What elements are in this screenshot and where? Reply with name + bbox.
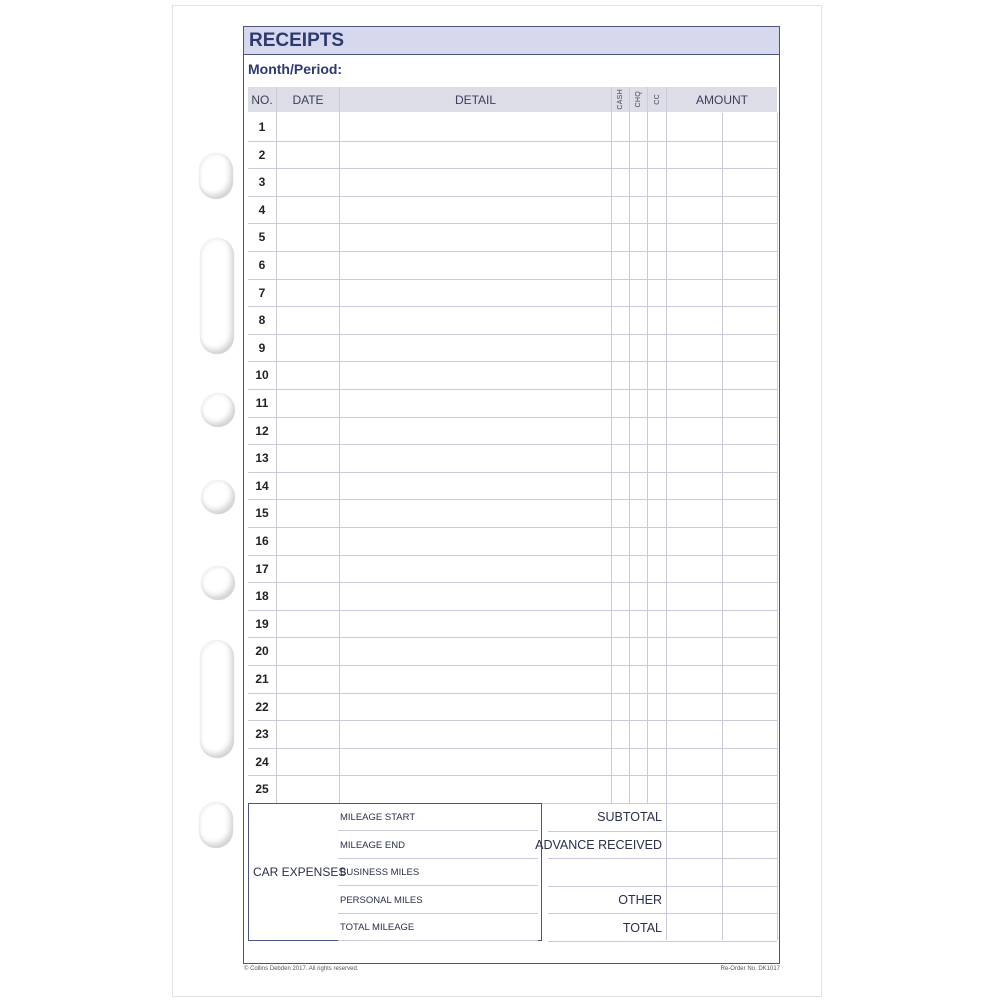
car-expense-line <box>338 830 538 831</box>
subtotal-label: SUBTOTAL <box>597 810 662 824</box>
car-expenses-label: CAR EXPENSES <box>253 865 347 879</box>
row-line <box>248 196 777 197</box>
cc-label: CC <box>653 94 661 105</box>
advance-received-label: ADVANCE RECEIVED <box>535 838 662 852</box>
row-number: 17 <box>255 561 269 576</box>
col-header-chq <box>630 87 647 112</box>
row-line <box>248 444 777 445</box>
row-line <box>248 637 777 638</box>
amount-divider <box>777 113 778 940</box>
amount-divider <box>666 803 667 940</box>
row-line <box>248 499 777 500</box>
punch-hole <box>200 640 234 758</box>
col-header-no: NO. <box>248 87 276 112</box>
car-expense-item: MILEAGE START <box>340 812 416 823</box>
reorder-number: Re-Order No. DK1017 <box>720 966 780 972</box>
row-number: 21 <box>255 672 269 686</box>
row-line <box>248 555 777 556</box>
row-number: 12 <box>255 423 269 438</box>
row-number: 20 <box>255 644 269 659</box>
row-line <box>248 748 777 749</box>
row-line <box>248 141 777 142</box>
col-header-cash <box>612 87 629 112</box>
row-number: 8 <box>258 313 266 328</box>
car-expense-line <box>338 885 538 886</box>
totals-line <box>548 941 777 942</box>
row-number: 6 <box>258 258 266 272</box>
row-line <box>248 223 777 224</box>
row-line <box>248 417 777 418</box>
row-line <box>248 610 777 611</box>
col-header-amount: AMOUNT <box>667 87 777 112</box>
row-number: 16 <box>255 534 269 548</box>
row-line <box>248 334 777 335</box>
row-number: 2 <box>258 147 266 162</box>
row-number: 19 <box>255 616 269 631</box>
car-expense-item: TOTAL MILEAGE <box>340 922 415 934</box>
row-line <box>248 527 777 528</box>
row-line <box>248 472 777 473</box>
punch-hole <box>201 566 235 600</box>
row-number: 13 <box>255 451 269 466</box>
row-number: 24 <box>255 754 269 769</box>
totals-line <box>548 831 777 832</box>
totals-line <box>548 886 777 887</box>
total-label: TOTAL <box>622 921 662 935</box>
row-line <box>248 361 777 362</box>
row-line <box>248 775 777 776</box>
row-number: 5 <box>258 230 266 245</box>
row-number: 3 <box>258 175 266 190</box>
col-header-date: DATE <box>277 87 339 112</box>
car-expense-item: PERSONAL MILES <box>340 894 423 906</box>
row-number: 14 <box>255 478 269 493</box>
row-number: 22 <box>255 699 269 714</box>
row-number: 23 <box>255 727 269 742</box>
car-expense-line <box>338 858 538 859</box>
car-expense-item: MILEAGE END <box>340 839 405 851</box>
punch-hole <box>201 480 235 514</box>
row-line <box>248 168 777 169</box>
period-label: Month/Period: <box>248 61 343 77</box>
row-line <box>248 720 777 721</box>
col-header-cc <box>648 87 666 112</box>
row-line <box>248 665 777 666</box>
car-expense-item: BUSINESS MILES <box>340 867 420 879</box>
punch-hole <box>199 153 233 199</box>
cash-label: CASH <box>617 89 624 110</box>
row-number: 10 <box>255 368 269 383</box>
chq-label: CHQ <box>635 91 642 108</box>
car-expense-line <box>338 913 538 914</box>
row-line <box>248 582 777 583</box>
page-title: RECEIPTS <box>249 30 345 51</box>
punch-hole <box>200 238 234 354</box>
totals-line <box>548 858 777 859</box>
col-header-detail: DETAIL <box>340 87 611 112</box>
row-number: 11 <box>255 396 269 410</box>
row-line <box>248 279 777 280</box>
punch-hole <box>199 802 233 848</box>
row-number: 7 <box>258 285 266 300</box>
row-number: 18 <box>255 589 269 604</box>
row-number: 1 <box>258 120 266 134</box>
other-label: OTHER <box>618 893 662 907</box>
row-number: 4 <box>258 202 266 217</box>
title-bar <box>244 27 779 55</box>
row-line <box>248 389 777 390</box>
row-line <box>248 693 777 694</box>
row-number: 15 <box>255 506 269 521</box>
copyright-text: © Collins Debden 2017. All rights reserved. <box>244 966 359 972</box>
punch-hole <box>201 393 235 427</box>
row-line <box>248 306 777 307</box>
row-number: 25 <box>255 782 269 797</box>
totals-line <box>548 913 777 914</box>
car-expense-line <box>338 940 538 941</box>
row-number: 9 <box>258 340 266 355</box>
row-line <box>248 251 777 252</box>
